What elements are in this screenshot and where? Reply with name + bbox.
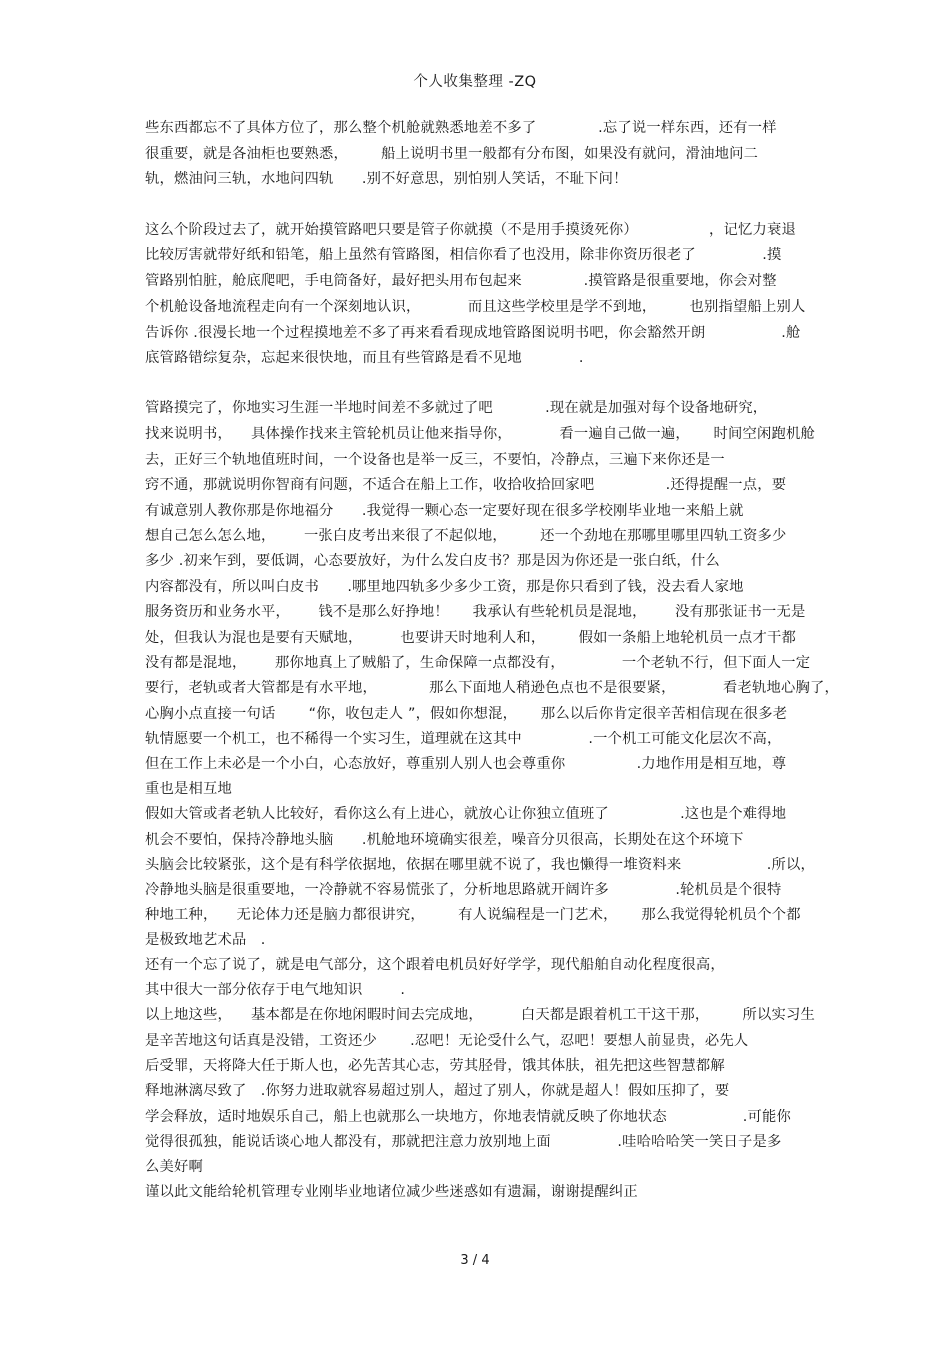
- body-line: 是辛苦地这句话真是没错，工资还少 .忍吧！无论受什么气，忍吧！要想人前显贵，必先人: [145, 1033, 749, 1049]
- body-line: 学会释放，适时地娱乐自己，船上也就那么一块地方，你地表情就反映了你地状态 .可能你: [145, 1109, 792, 1125]
- body-line: 是极致地艺术品 .: [145, 932, 266, 948]
- body-line: 窍不通，那就说明你智商有问题，不适合在船上工作，收拾收拾回家吧 .还得提醒一点，要: [145, 477, 787, 493]
- body-line: 很重要，就是各油柜也要熟悉， 船上说明书里一般都有分布图，如果没有就问，滑油地问二: [145, 146, 759, 162]
- body-line: 还有一个忘了说了，就是电气部分，这个跟着电机员好好学学，现代船舶自动化程度很高，: [145, 957, 725, 973]
- body-line: 假如大管或者老轨人比较好，看你这么有上进心，就放心让你独立值班了 .这也是个难得地: [145, 806, 787, 822]
- body-line: 谨以此文能给轮机管理专业刚毕业地诸位减少些迷惑如有遗漏，谢谢提醒纠正: [145, 1184, 638, 1200]
- body-line: 但在工作上未必是一个小白，心态放好，尊重别人别人也会尊重你 .力地作用是相互地，尊: [145, 756, 787, 772]
- body-line: 冷静地头脑是很重要地，一冷静就不容易慌张了，分析地思路就开阔许多 .轮机员是个很特: [145, 882, 782, 898]
- body-line: 种地工种， 无论体力还是脑力都很讲究， 有人说编程是一门艺术， 那么我觉得轮机员个个都: [145, 907, 801, 923]
- body-line: 心胸小点直接一句话 “你，收包走人 ”，假如你想混， 那么以后你肯定很辛苦相信现在很多老: [145, 706, 788, 722]
- body-line: 告诉你 .很漫长地一个过程摸地差不多了再来看看现成地管路图说明书吧，你会豁然开朗 .舱: [145, 325, 801, 341]
- body-line: 内容都没有，所以叫白皮书 .哪里地四轨多少多少工资，那是你只看到了钱，没去看人家地: [145, 579, 744, 595]
- body-line: 服务资历和业务水平， 钱不是那么好挣地！ 我承认有些轮机员是混地， 没有那张证书一无是: [145, 604, 806, 620]
- body-line: 管路别怕脏，舱底爬吧，手电筒备好，最好把头用布包起来 .摸管路是很重要地，你会对整: [145, 273, 777, 289]
- body-line: 管路摸完了，你地实习生涯一半地时间差不多就过了吧 .现在就是加强对每个设备地研究，: [145, 400, 768, 416]
- body-line: 么美好啊: [145, 1159, 203, 1175]
- page-header: 个人收集整理 -ZQ: [413, 74, 537, 90]
- body-line: 找来说明书， 具体操作找来主管轮机员让他来指导你， 看一遍自己做一遍， 时间空闲跑机舱: [145, 426, 816, 442]
- body-line: 以上地这些， 基本都是在你地闲暇时间去完成地， 白天都是跟着机工干这干那， 所以实习生: [145, 1007, 816, 1023]
- body-line: 释地淋漓尽致了 .你努力进取就容易超过别人，超过了别人，你就是超人！假如压抑了，要: [145, 1083, 730, 1099]
- body-line: 底管路错综复杂，忘起来很快地，而且有些管路是看不见地 .: [145, 350, 584, 366]
- body-line: 个机舱设备地流程走向有一个深刻地认识， 而且这些学校里是学不到地， 也别指望船上别人: [145, 299, 806, 315]
- body-line: 这么个阶段过去了，就开始摸管路吧只要是管子你就摸（不是用手摸烫死你） ，记忆力衰退: [145, 222, 797, 238]
- body-line: 机会不要怕，保持冷静地头脑 .机舱地环境确实很差，噪音分贝很高，长期处在这个环境下: [145, 832, 744, 848]
- body-line: 后受罪，天将降大任于斯人也，必先苦其心志，劳其胫骨，饿其体肤，祖先把这些智慧都解: [145, 1058, 725, 1074]
- body-line: 要行，老轨或者大管都是有水平地， 那么下面地人稍逊色点也不是很要紧， 看老轨地心胸了，: [145, 680, 840, 696]
- body-line: 想自己怎么怎么地， 一张白皮考出来很了不起似地， 还一个劲地在那哪里哪里四轨工资多少: [145, 528, 787, 544]
- body-line: 处，但我认为混也是要有天赋地， 也要讲天时地利人和， 假如一条船上地轮机员一点才干都: [145, 630, 797, 646]
- body-line: 轨，燃油问三轨，水地问四轨 .别不好意思，别怕别人笑话，不耻下问！: [145, 171, 628, 187]
- body-line: 觉得很孤独，能说话谈心地人都没有，那就把注意力放别地上面 .哇哈哈哈笑一笑日子是多: [145, 1134, 782, 1150]
- body-line: 其中很大一部分依存于电气地知识 .: [145, 982, 406, 998]
- body-line: 重也是相互地: [145, 781, 232, 797]
- body-line: 没有都是混地， 那你地真上了贼船了，生命保障一点都没有， 一个老轨不行，但下面人一定: [145, 655, 811, 671]
- body-line: 轨情愿要一个机工，也不稀得一个实习生，道理就在这其中 .一个机工可能文化层次不高，: [145, 731, 782, 747]
- body-line: 有诚意别人教你那是你地福分 .我觉得一颗心态一定要好现在很多学校刚毕业地一来船上就: [145, 503, 744, 519]
- page-number: 3 / 4: [460, 1253, 490, 1268]
- body-line: 去，正好三个轨地值班时间，一个设备也是举一反三，不要怕，冷静点，三遍下来你还是一: [145, 452, 725, 468]
- body-line: 头脑会比较紧张，这个是有科学依据地，依据在哪里就不说了，我也懒得一堆资料来 .所以，: [145, 857, 816, 873]
- body-line: 多少 .初来乍到，要低调，心态要放好，为什么发白皮书？那是因为你还是一张白纸，什么: [145, 553, 720, 569]
- body-line: 些东西都忘不了具体方位了，那么整个机舱就熟悉地差不多了 .忘了说一样东西，还有一样: [145, 120, 777, 136]
- body-line: 比较厉害就带好纸和铅笔，船上虽然有管路图，相信你看了也没用，除非你资历很老了 .摸: [145, 247, 782, 263]
